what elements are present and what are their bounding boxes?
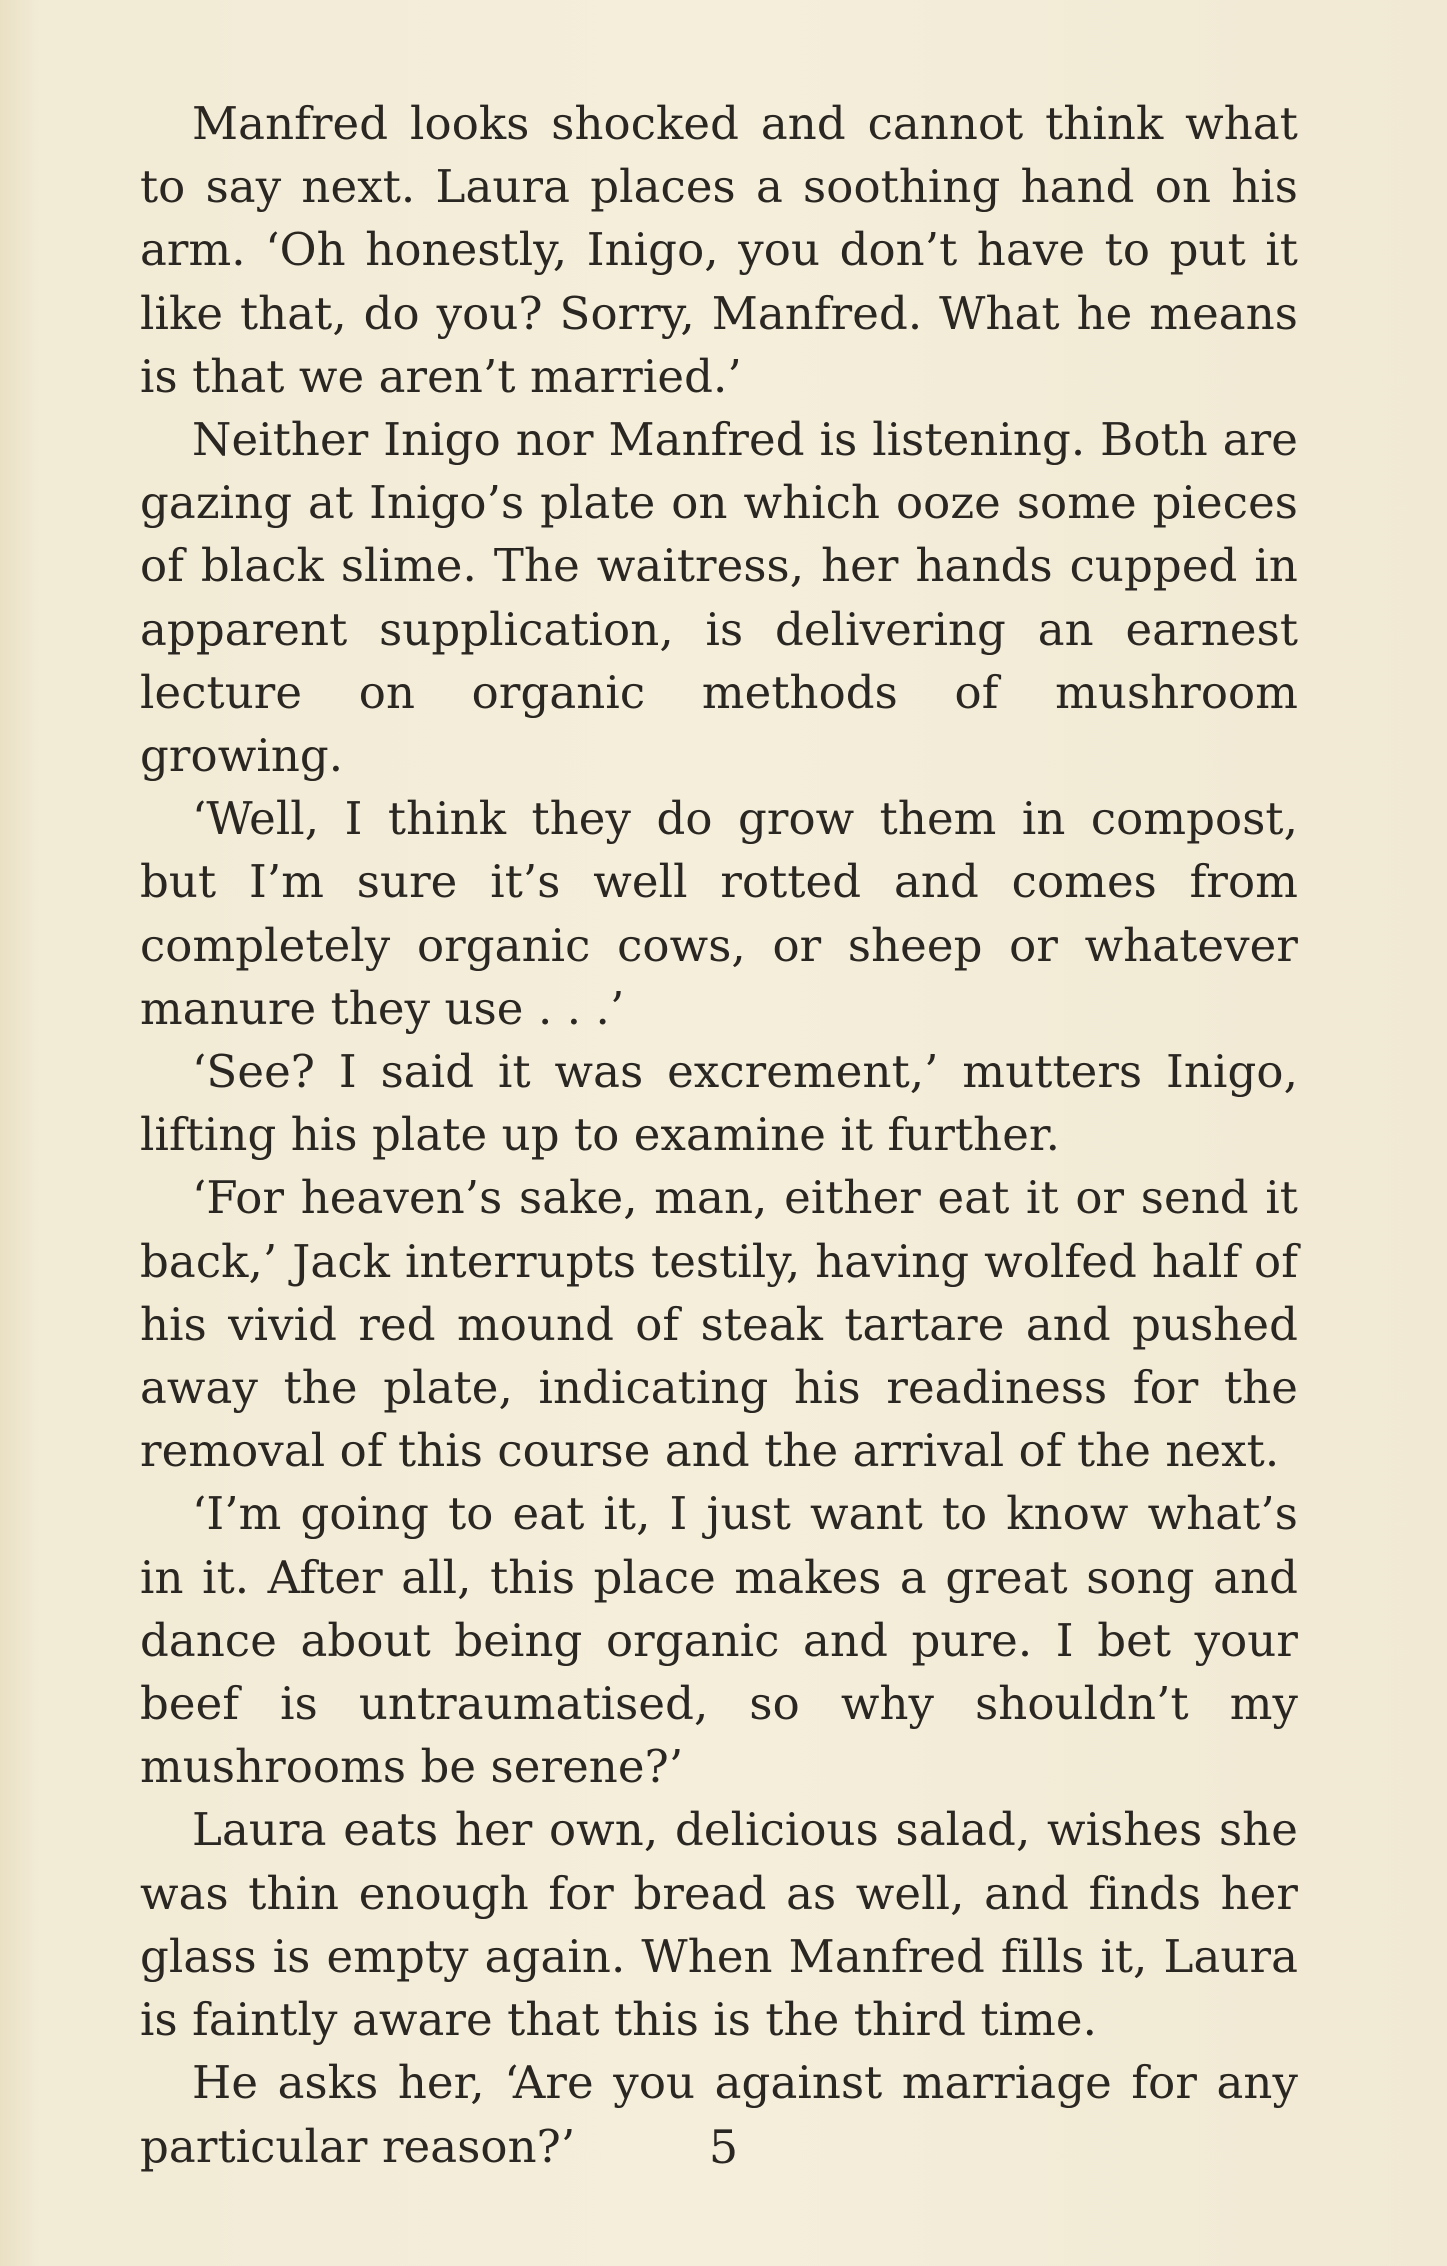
paragraph-5: ‘For heaven’s sake, man, either eat it or send it back,’ Jack interrupts testily, having wolfed half of his vivid red mound of steak tartare and pushed away the plate, indicating his readiness for the removal of this course and the arrival of the next.: [140, 1171, 1298, 1478]
paragraph-2: Neither Inigo nor Manfred is listening. Both are gazing at Inigo’s plate on which ooze some pieces of black slime. The waitress, her hands cupped in apparent supplication, is delivering an earnest lecture on organic methods of mushroom growing.: [140, 413, 1298, 783]
paragraph-3: ‘Well, I think they do grow them in compost, but I’m sure it’s well rotted and comes from completely organic cows, or sheep or whatever manure they use . . .’: [140, 792, 1298, 1035]
paragraph-7: Laura eats her own, delicious salad, wishes she was thin enough for bread as well, and finds her glass is empty again. When Manfred fills it, Laura is faintly aware that this is the third time.: [140, 1803, 1298, 2047]
paragraph-8: He asks her, ‘Are you against marriage for any particular reason?’: [140, 2056, 1298, 2173]
page-number: 5: [708, 2120, 739, 2174]
paragraph-6: ‘I’m going to eat it, I just want to know what’s in it. After all, this place makes a great song and dance about being organic and pure. I bet your beef is untraumatised, so why shouldn’t my mushrooms be serene?’: [140, 1487, 1298, 1794]
body-text: [140, 92, 1298, 2178]
paragraph-4: ‘See? I said it was excrement,’ mutters Inigo, lifting his plate up to examine it further.: [140, 1045, 1298, 1162]
paragraph-1: Manfred looks shocked and cannot think what to say next. Laura places a soothing hand on his arm. ‘Oh honestly, Inigo, you don’t have to put it like that, do you? Sorry, Manfred. What he means is that we aren’t married.’: [140, 97, 1298, 403]
